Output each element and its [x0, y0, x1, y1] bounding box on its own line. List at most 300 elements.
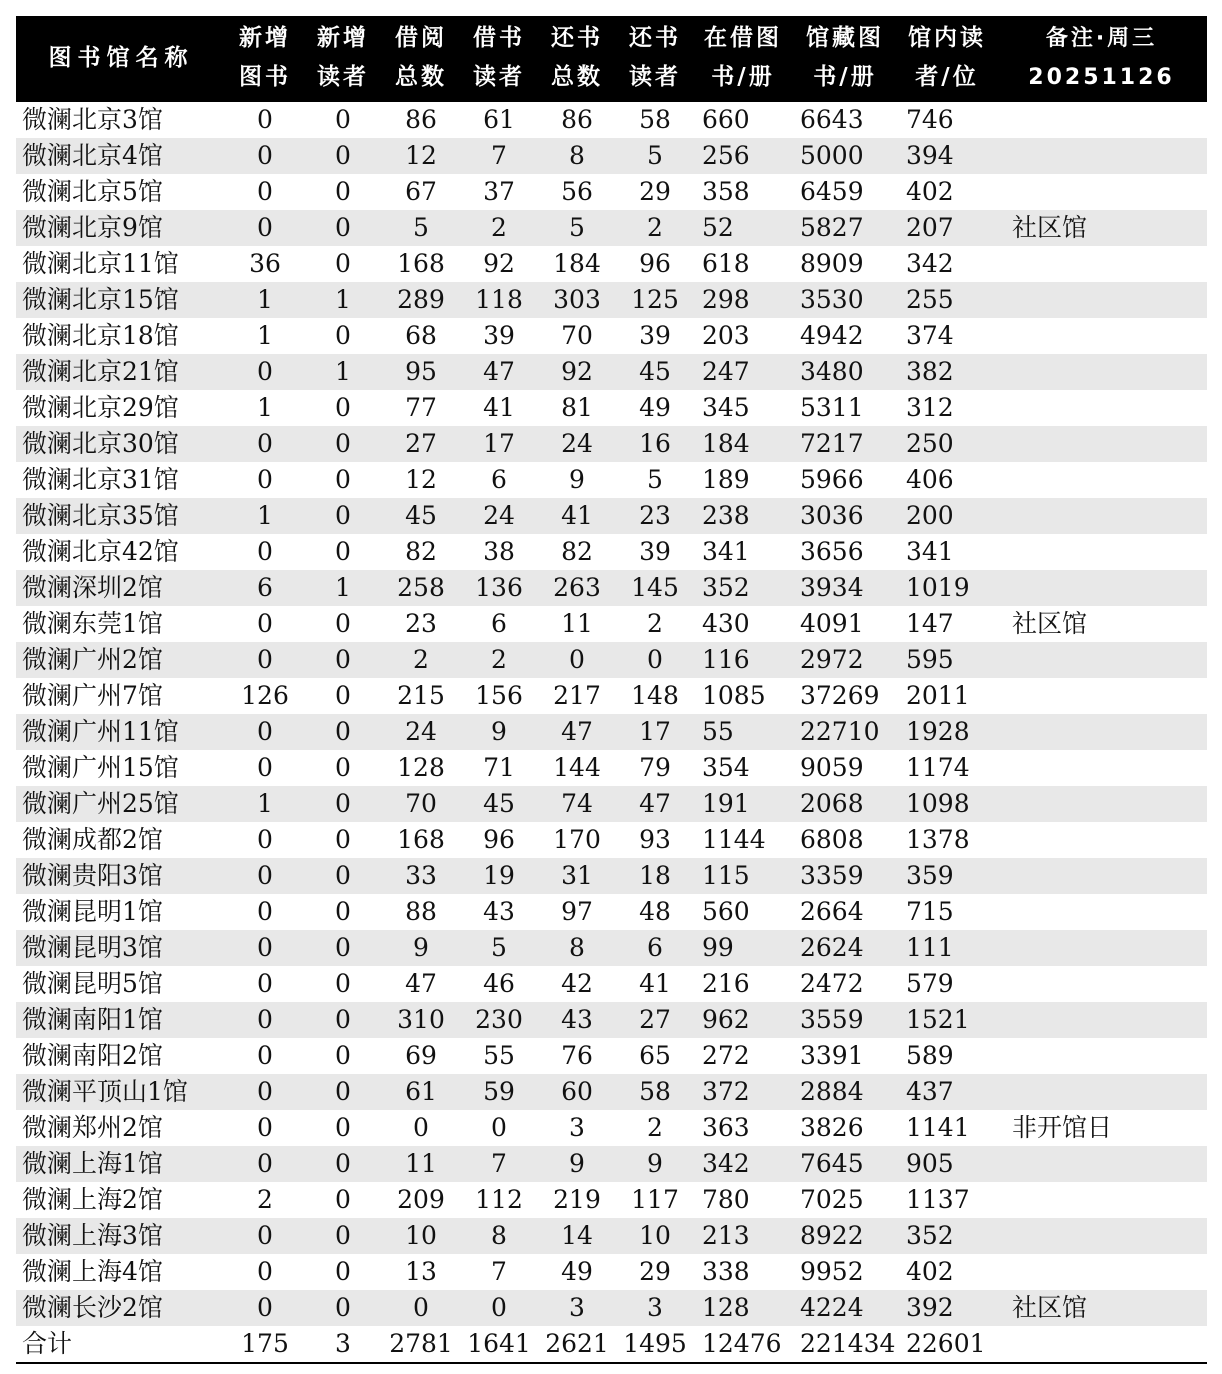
library-name-header	[16, 16, 226, 102]
total-returns-cell: 82	[561, 537, 593, 566]
remarks-cell	[996, 498, 1207, 534]
table-row	[16, 1146, 1207, 1182]
new-readers-cell: 0	[304, 858, 382, 894]
onsite-readers-cell: 402	[906, 177, 954, 206]
returning-readers-cell: 96	[639, 249, 671, 278]
returning-readers-cell: 2	[647, 1113, 663, 1142]
books-on-loan-cell: 363	[702, 1113, 750, 1142]
returning-readers-cell: 45	[616, 354, 694, 390]
new-books-cell: 0	[257, 969, 273, 998]
new-readers-cell: 0	[335, 825, 351, 854]
table-row	[16, 1110, 1207, 1146]
total-returns-cell: 49	[561, 1257, 593, 1286]
new-readers-cell: 0	[304, 1290, 382, 1326]
books-on-loan-header	[694, 16, 792, 102]
new-readers-cell: 0	[335, 1113, 351, 1142]
total-borrows-cell: 12	[382, 138, 460, 174]
borrowing-readers-cell: 46	[483, 969, 515, 998]
returning-readers-cell: 41	[639, 969, 671, 998]
total-borrows-cell: 168	[397, 825, 445, 854]
borrowing-readers-cell: 2	[460, 210, 538, 246]
total-borrows-cell: 5	[382, 210, 460, 246]
onsite-readers-cell: 1137	[906, 1185, 970, 1214]
library-name-cell: 微澜上海1馆	[16, 1146, 226, 1182]
borrowing-readers-cell: 61	[483, 105, 515, 134]
total-returns-header	[538, 16, 616, 102]
remarks-cell	[996, 1326, 1207, 1363]
total-returns-cell: 56	[561, 177, 593, 206]
header-line: 读者	[317, 64, 369, 90]
borrowing-readers-cell: 9	[460, 714, 538, 750]
table-row	[16, 894, 1207, 930]
returning-readers-cell: 18	[616, 858, 694, 894]
header-line: 新增	[317, 25, 369, 51]
library-name-cell: 微澜长沙2馆	[16, 1290, 226, 1326]
onsite-readers-cell: 402	[906, 1257, 954, 1286]
collection-size-cell: 8909	[800, 249, 864, 278]
table-row	[16, 678, 1207, 714]
library-name-cell: 微澜北京29馆	[22, 393, 179, 422]
onsite-readers-cell: 1521	[898, 1002, 996, 1038]
onsite-readers-cell: 394	[898, 138, 996, 174]
collection-size-cell: 3934	[792, 570, 898, 606]
borrowing-readers-cell: 156	[475, 681, 523, 710]
borrowing-readers-cell: 7	[460, 1146, 538, 1182]
books-on-loan-cell: 189	[702, 465, 750, 494]
library-name-cell: 微澜郑州2馆	[22, 1113, 163, 1142]
returning-readers-cell: 39	[639, 537, 671, 566]
returning-readers-cell: 9	[616, 1146, 694, 1182]
returning-readers-cell: 148	[631, 681, 679, 710]
new-books-cell: 0	[257, 465, 273, 494]
table-row	[16, 102, 1207, 138]
new-books-cell: 0	[257, 1113, 273, 1142]
new-books-cell: 0	[226, 1146, 304, 1182]
books-on-loan-cell: 238	[694, 498, 792, 534]
library-name-cell: 微澜北京31馆	[22, 465, 179, 494]
header-line: 者/位	[915, 64, 979, 90]
total-borrows-cell: 67	[405, 177, 437, 206]
borrowing-readers-cell: 38	[483, 537, 515, 566]
total-borrows-header	[382, 16, 460, 102]
remarks-cell	[996, 462, 1207, 498]
returning-readers-cell: 27	[616, 1002, 694, 1038]
new-readers-cell: 1	[304, 570, 382, 606]
collection-size-cell: 8922	[792, 1218, 898, 1254]
returning-readers-cell: 3	[616, 1290, 694, 1326]
books-on-loan-cell: 52	[694, 210, 792, 246]
onsite-readers-cell: 250	[898, 426, 996, 462]
onsite-readers-cell: 715	[906, 897, 954, 926]
books-on-loan-cell: 213	[694, 1218, 792, 1254]
total-returns-cell: 2621	[538, 1326, 616, 1363]
total-returns-cell: 76	[561, 1041, 593, 1070]
header-line: 图书馆名称	[48, 44, 194, 71]
library-name-cell: 微澜北京42馆	[22, 537, 179, 566]
new-books-cell: 36	[249, 249, 281, 278]
new-books-cell: 1	[226, 786, 304, 822]
books-on-loan-cell: 430	[702, 609, 750, 638]
total-returns-cell: 144	[553, 753, 601, 782]
total-borrows-cell: 88	[405, 897, 437, 926]
table-row	[16, 1002, 1207, 1038]
total-returns-cell: 43	[538, 1002, 616, 1038]
library-name-cell: 微澜北京21馆	[16, 354, 226, 390]
onsite-readers-cell: 200	[898, 498, 996, 534]
total-returns-cell: 8	[538, 930, 616, 966]
total-returns-cell: 9	[569, 465, 585, 494]
books-on-loan-cell: 780	[702, 1185, 750, 1214]
collection-size-cell: 3036	[792, 498, 898, 534]
collection-size-header	[792, 16, 898, 102]
new-readers-cell: 0	[335, 177, 351, 206]
books-on-loan-cell: 962	[694, 1002, 792, 1038]
remarks-cell: 社区馆	[996, 1290, 1207, 1326]
remarks-cell	[996, 390, 1207, 426]
new-readers-cell: 0	[304, 426, 382, 462]
collection-size-cell: 2472	[800, 969, 864, 998]
remarks-cell	[996, 282, 1207, 318]
books-on-loan-cell: 358	[702, 177, 750, 206]
total-returns-cell: 42	[561, 969, 593, 998]
books-on-loan-cell: 298	[694, 282, 792, 318]
total-returns-cell: 97	[561, 897, 593, 926]
remarks-cell: 社区馆	[996, 210, 1207, 246]
total-borrows-cell: 24	[382, 714, 460, 750]
borrowing-readers-cell: 19	[460, 858, 538, 894]
books-on-loan-cell: 12476	[694, 1326, 792, 1363]
table-row	[16, 930, 1207, 966]
returning-readers-cell: 49	[639, 393, 671, 422]
books-on-loan-cell: 354	[702, 753, 750, 782]
total-returns-cell: 24	[538, 426, 616, 462]
new-readers-cell: 0	[304, 714, 382, 750]
books-on-loan-cell: 352	[694, 570, 792, 606]
returning-readers-cell: 117	[631, 1185, 679, 1214]
library-name-cell: 微澜广州15馆	[22, 753, 179, 782]
library-name-cell: 微澜北京15馆	[16, 282, 226, 318]
new-books-cell: 126	[241, 681, 289, 710]
total-borrows-cell: 310	[382, 1002, 460, 1038]
new-books-cell: 0	[257, 177, 273, 206]
library-name-cell: 合计	[16, 1326, 226, 1363]
remarks-cell	[996, 426, 1207, 462]
total-returns-cell: 3	[538, 1290, 616, 1326]
collection-size-cell: 3530	[792, 282, 898, 318]
returning-readers-cell: 17	[616, 714, 694, 750]
total-returns-cell: 0	[538, 642, 616, 678]
onsite-readers-cell: 589	[906, 1041, 954, 1070]
new-readers-cell: 0	[335, 1257, 351, 1286]
onsite-readers-cell: 359	[898, 858, 996, 894]
library-name-cell: 微澜广州25馆	[16, 786, 226, 822]
table-row	[16, 246, 1207, 282]
header-line: 图书	[239, 64, 291, 90]
borrowing-readers-cell: 24	[460, 498, 538, 534]
total-returns-cell: 3	[569, 1113, 585, 1142]
remarks-header	[996, 16, 1207, 102]
onsite-readers-cell: 1174	[906, 753, 970, 782]
borrowing-readers-cell: 47	[460, 354, 538, 390]
new-readers-cell: 0	[335, 321, 351, 350]
collection-size-cell: 5000	[792, 138, 898, 174]
remarks-cell	[996, 1254, 1207, 1290]
new-readers-cell: 3	[304, 1326, 382, 1363]
books-on-loan-cell: 203	[702, 321, 750, 350]
new-books-cell: 2	[257, 1185, 273, 1214]
table-row	[16, 282, 1207, 318]
books-on-loan-cell: 560	[702, 897, 750, 926]
remarks-cell	[996, 570, 1207, 606]
collection-size-cell: 3826	[800, 1113, 864, 1142]
new-readers-cell: 0	[304, 138, 382, 174]
total-returns-cell: 60	[538, 1074, 616, 1110]
total-returns-cell: 8	[538, 138, 616, 174]
total-returns-cell: 11	[561, 609, 593, 638]
remarks-cell	[996, 246, 1207, 282]
table-row	[16, 966, 1207, 1002]
borrowing-readers-cell: 41	[483, 393, 515, 422]
remarks-cell	[996, 534, 1207, 570]
borrowing-readers-cell: 136	[460, 570, 538, 606]
returning-readers-cell: 23	[616, 498, 694, 534]
borrowing-readers-cell: 96	[483, 825, 515, 854]
header-line: 借阅	[395, 25, 447, 51]
remarks-cell	[996, 894, 1207, 930]
header-line: 总数	[551, 64, 603, 90]
total-returns-cell: 9	[538, 1146, 616, 1182]
returning-readers-cell: 16	[616, 426, 694, 462]
total-returns-cell: 263	[538, 570, 616, 606]
onsite-readers-cell: 382	[898, 354, 996, 390]
header-row	[16, 16, 1207, 102]
new-readers-cell: 0	[335, 465, 351, 494]
borrowing-readers-cell: 92	[483, 249, 515, 278]
borrowing-readers-cell: 45	[460, 786, 538, 822]
remarks-cell	[996, 174, 1207, 210]
total-returns-cell: 92	[538, 354, 616, 390]
table-row	[16, 1254, 1207, 1290]
new-readers-cell: 0	[304, 930, 382, 966]
onsite-readers-cell: 406	[906, 465, 954, 494]
table-row	[16, 426, 1207, 462]
books-on-loan-cell: 247	[694, 354, 792, 390]
collection-size-cell: 221434	[792, 1326, 898, 1363]
books-on-loan-cell: 618	[702, 249, 750, 278]
collection-size-cell: 4942	[800, 321, 864, 350]
new-books-cell: 0	[226, 642, 304, 678]
new-readers-cell: 0	[335, 393, 351, 422]
borrowing-readers-header	[460, 16, 538, 102]
onsite-readers-cell: 1378	[906, 825, 970, 854]
returning-readers-cell: 10	[616, 1218, 694, 1254]
returning-readers-cell: 47	[616, 786, 694, 822]
library-name-cell: 微澜东莞1馆	[22, 609, 163, 638]
header-line: 还书	[629, 25, 681, 51]
table-row	[16, 462, 1207, 498]
books-on-loan-cell: 184	[694, 426, 792, 462]
borrowing-readers-cell: 7	[491, 1257, 507, 1286]
collection-size-cell: 2884	[792, 1074, 898, 1110]
returning-readers-cell: 29	[639, 1257, 671, 1286]
collection-size-cell: 37269	[800, 681, 880, 710]
returning-readers-cell: 2	[647, 609, 663, 638]
borrowing-readers-cell: 2	[460, 642, 538, 678]
onsite-readers-cell: 905	[898, 1146, 996, 1182]
total-returns-cell: 14	[538, 1218, 616, 1254]
library-name-cell: 微澜北京30馆	[16, 426, 226, 462]
header-line: 借书	[473, 25, 525, 51]
library-name-cell: 微澜上海2馆	[22, 1185, 163, 1214]
table-body	[16, 102, 1207, 1363]
library-name-cell: 微澜昆明5馆	[22, 969, 163, 998]
books-on-loan-cell: 372	[694, 1074, 792, 1110]
new-readers-cell: 0	[304, 786, 382, 822]
total-borrows-cell: 215	[397, 681, 445, 710]
remarks-cell	[996, 102, 1207, 138]
total-row	[16, 1326, 1207, 1363]
books-on-loan-cell: 128	[694, 1290, 792, 1326]
onsite-readers-cell: 1019	[898, 570, 996, 606]
returning-readers-cell: 65	[639, 1041, 671, 1070]
library-name-cell: 微澜贵阳3馆	[16, 858, 226, 894]
books-on-loan-cell: 341	[702, 537, 750, 566]
remarks-cell	[996, 1146, 1207, 1182]
total-returns-cell: 47	[538, 714, 616, 750]
table-row	[16, 354, 1207, 390]
collection-size-cell: 5311	[800, 393, 864, 422]
library-name-cell: 微澜北京18馆	[22, 321, 179, 350]
new-readers-cell: 0	[304, 1146, 382, 1182]
new-readers-cell: 0	[335, 1185, 351, 1214]
total-borrows-cell: 11	[382, 1146, 460, 1182]
table-row	[16, 714, 1207, 750]
total-borrows-cell: 33	[382, 858, 460, 894]
new-readers-cell: 0	[335, 1041, 351, 1070]
remarks-cell	[996, 1002, 1207, 1038]
total-returns-cell: 184	[553, 249, 601, 278]
new-books-cell: 0	[257, 609, 273, 638]
new-books-cell: 0	[257, 825, 273, 854]
returning-readers-cell: 145	[616, 570, 694, 606]
remarks-cell	[996, 930, 1207, 966]
collection-size-cell: 3559	[792, 1002, 898, 1038]
borrowing-readers-cell: 17	[460, 426, 538, 462]
collection-size-cell: 9952	[800, 1257, 864, 1286]
borrowing-readers-cell: 43	[483, 897, 515, 926]
library-name-cell: 微澜北京3馆	[22, 105, 163, 134]
total-returns-cell: 81	[561, 393, 593, 422]
total-borrows-cell: 9	[382, 930, 460, 966]
collection-size-cell: 2664	[800, 897, 864, 926]
returning-readers-cell: 48	[639, 897, 671, 926]
table-row	[16, 318, 1207, 354]
books-on-loan-cell: 191	[694, 786, 792, 822]
total-returns-cell: 74	[538, 786, 616, 822]
new-readers-cell: 0	[304, 498, 382, 534]
header-line: 读者	[473, 64, 525, 90]
remarks-cell	[996, 786, 1207, 822]
new-books-cell: 0	[226, 138, 304, 174]
library-name-cell: 微澜北京35馆	[16, 498, 226, 534]
collection-size-cell: 5966	[800, 465, 864, 494]
remarks-cell: 社区馆	[1012, 609, 1088, 638]
books-on-loan-cell: 99	[694, 930, 792, 966]
total-returns-cell: 217	[553, 681, 601, 710]
onsite-readers-cell: 1098	[898, 786, 996, 822]
new-books-cell: 175	[226, 1326, 304, 1363]
total-borrows-cell: 289	[382, 282, 460, 318]
total-returns-cell: 41	[538, 498, 616, 534]
onsite-readers-cell: 22601	[898, 1326, 996, 1363]
collection-size-cell: 6643	[800, 105, 864, 134]
books-on-loan-cell: 55	[694, 714, 792, 750]
library-name-cell: 微澜南阳1馆	[16, 1002, 226, 1038]
new-books-cell: 0	[226, 1290, 304, 1326]
new-readers-cell: 0	[304, 642, 382, 678]
returning-readers-cell: 39	[639, 321, 671, 350]
total-borrows-cell: 10	[382, 1218, 460, 1254]
library-name-cell: 微澜广州7馆	[22, 681, 163, 710]
new-books-header	[226, 16, 304, 102]
new-readers-cell: 0	[335, 249, 351, 278]
new-books-cell: 0	[226, 1002, 304, 1038]
returning-readers-cell: 58	[639, 105, 671, 134]
total-returns-cell: 219	[553, 1185, 601, 1214]
table-row	[16, 606, 1207, 642]
returning-readers-cell: 5	[647, 465, 663, 494]
header-line: 新增	[239, 25, 291, 51]
total-returns-cell: 5	[538, 210, 616, 246]
remarks-cell	[996, 318, 1207, 354]
remarks-cell	[996, 138, 1207, 174]
library-name-cell: 微澜北京5馆	[22, 177, 163, 206]
collection-size-cell: 6808	[800, 825, 864, 854]
total-borrows-cell: 0	[413, 1113, 429, 1142]
new-books-cell: 0	[257, 1041, 273, 1070]
new-books-cell: 1	[257, 393, 273, 422]
onsite-readers-cell: 1928	[898, 714, 996, 750]
new-books-cell: 0	[226, 858, 304, 894]
returning-readers-cell: 0	[616, 642, 694, 678]
total-borrows-cell: 128	[397, 753, 445, 782]
new-books-cell: 0	[226, 1074, 304, 1110]
new-readers-cell: 0	[304, 1218, 382, 1254]
library-name-cell: 微澜北京9馆	[16, 210, 226, 246]
table-row	[16, 570, 1207, 606]
returning-readers-cell: 29	[639, 177, 671, 206]
collection-size-cell: 3359	[792, 858, 898, 894]
onsite-readers-cell: 392	[898, 1290, 996, 1326]
collection-size-cell: 3656	[800, 537, 864, 566]
borrowing-readers-cell: 118	[460, 282, 538, 318]
books-on-loan-cell: 116	[694, 642, 792, 678]
books-on-loan-cell: 256	[694, 138, 792, 174]
total-borrows-cell: 69	[405, 1041, 437, 1070]
total-borrows-cell: 47	[405, 969, 437, 998]
remarks-cell	[996, 1218, 1207, 1254]
header-line: 备注·周三	[1045, 26, 1158, 51]
library-name-cell: 微澜北京4馆	[16, 138, 226, 174]
total-borrows-cell: 86	[405, 105, 437, 134]
books-on-loan-cell: 338	[702, 1257, 750, 1286]
new-books-cell: 1	[257, 321, 273, 350]
remarks-cell	[996, 1038, 1207, 1074]
total-borrows-cell: 2781	[382, 1326, 460, 1363]
new-books-cell: 0	[257, 1257, 273, 1286]
library-name-cell: 微澜昆明3馆	[16, 930, 226, 966]
returning-readers-cell: 125	[616, 282, 694, 318]
